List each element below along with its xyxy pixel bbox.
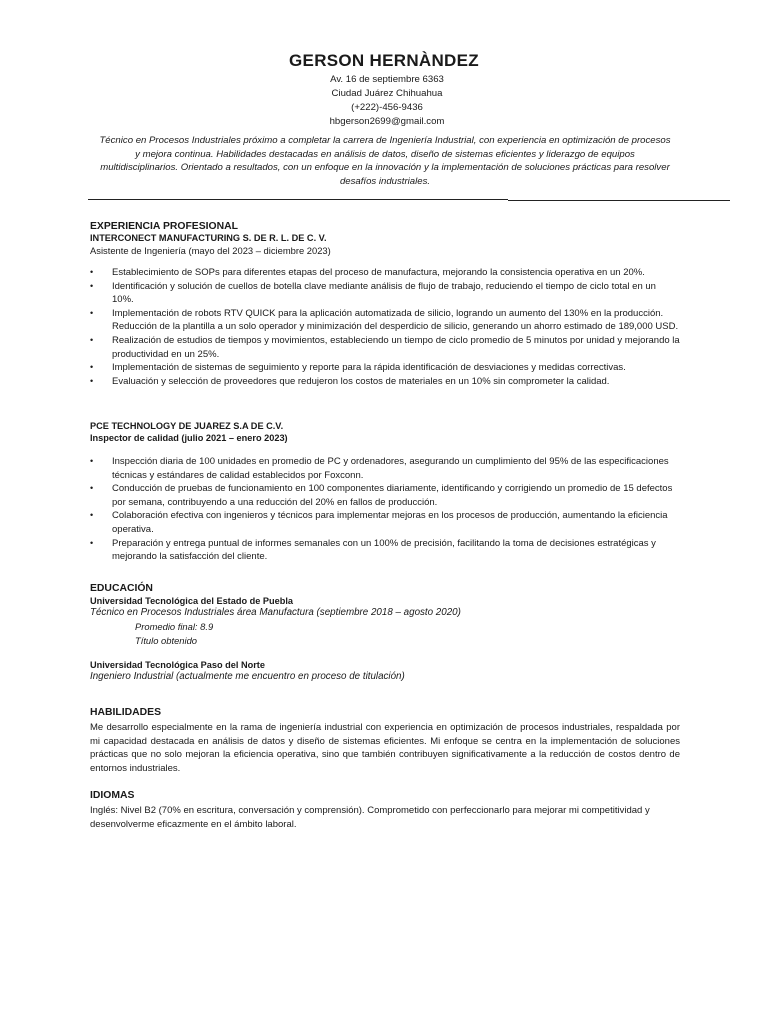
school-name: Universidad Tecnológica del Estado de Puebla <box>90 596 294 606</box>
job-company: INTERCONECT MANUFACTURING S. DE R. L. DE C. V. <box>90 233 327 243</box>
job-role: Inspector de calidad (julio 2021 – enero 2023) <box>90 433 288 443</box>
list-item: • Implementación de robots RTV QUICK para la aplicación automatizada de silicio, logrando un aumento del 130% en la producción. Reducción de la plantilla a un solo operador y minimización del desperdicio de silicio, generando un ahorro estimado de 189,000 USD. <box>90 307 680 334</box>
skills-text: Me desarrollo especialmente en la rama de ingeniería industrial con experiencia en optimización de procesos industriales, respaldada por mi capacidad destacada en análisis de datos y diseño de sistemas eficientes. Mi enfoque se centra en la implementación de soluciones prácticas que no solo mejoran la eficiencia operativa, sino que también contribuyen significativamente a la reducción de costos dentro de entornos industriales. <box>90 722 680 774</box>
school-status: Título obtenido <box>135 635 198 646</box>
phone-number: (+222)-456-9436 <box>351 102 423 113</box>
list-item: • Preparación y entrega puntual de informes semanales con un 100% de precisión, facilitando la toma de decisiones estratégicas y mejorando la satisfacción del cliente. <box>90 537 680 564</box>
languages-text: Inglés: Nivel B2 (70% en escritura, conversación y comprensión). Comprometido con perfeccionarlo para mejorar mi competitividad y desenvolverme eficazmente en el ámbito laboral. <box>90 805 650 830</box>
list-item: • Conducción de pruebas de funcionamiento en 100 componentes diariamente, identificando y corrigiendo un promedio de 15 defectos por semana, contribuyendo a una reducción del 20% en fallos de producción. <box>90 482 680 509</box>
list-item: • Implementación de sistemas de seguimiento y reporte para la rápida identificación de desviaciones y medidas correctivas. <box>90 361 680 375</box>
experience-title: EXPERIENCIA PROFESIONAL <box>90 221 238 232</box>
languages-section <box>90 790 680 831</box>
list-item: • Establecimiento de SOPs para diferentes etapas del proceso de manufactura, mejorando la consistencia operativa en un 20%. <box>90 266 680 280</box>
school-degree-2: Ingeniero Industrial (actualmente me encuentro en proceso de titulación) <box>90 671 405 682</box>
skills-title: HABILIDADES <box>90 707 162 718</box>
header-divider-left <box>88 199 508 200</box>
school-name-2: Universidad Tecnológica Paso del Norte <box>90 660 265 670</box>
experience-section <box>90 221 680 388</box>
list-item: • Colaboración efectiva con ingenieros y técnicos para implementar mejoras en los procesos de producción, aumentando la eficiencia operativa. <box>90 509 680 536</box>
skills-section <box>90 707 680 775</box>
experience-job-2 <box>90 421 680 564</box>
contact-info <box>0 73 768 129</box>
list-item: • Identificación y solución de cuellos de botella clave mediante análisis de flujo de trabajo, reduciendo el tiempo de ciclo total en un 10%. <box>90 280 680 307</box>
education-section <box>90 583 680 684</box>
education-title: EDUCACIÓN <box>90 583 153 594</box>
job-bullets <box>90 455 680 564</box>
job-role: Asistente de Ingeniería (mayo del 2023 – diciembre 2023) <box>90 245 331 256</box>
languages-title: IDIOMAS <box>90 790 135 801</box>
candidate-name: GERSON HERNÀNDEZ <box>289 51 479 70</box>
list-item: • Evaluación y selección de proveedores que redujeron los costos de materiales en un 10% sin comprometer la calidad. <box>90 375 680 389</box>
header-divider-right <box>508 200 730 201</box>
professional-summary: Técnico en Procesos Industriales próximo a completar la carrera de Ingeniería Industrial, con experiencia en optimización de procesos y mejora continua. Habilidades destacadas en análisis de datos, diseño de sistemas eficientes y liderazgo de equipos multidisciplinarios. Orientado a resultados, con un enfoque en la innovación y la implementación de soluciones prácticas para resolver desafíos industriales. <box>99 135 671 187</box>
school-degree: Técnico en Procesos Industriales área Manufactura (septiembre 2018 – agosto 2020) <box>90 607 461 618</box>
address-line-2: Ciudad Juárez Chihuahua <box>331 88 443 99</box>
job-bullets <box>90 266 680 388</box>
address-line-1: Av. 16 de septiembre 6363 <box>330 74 444 85</box>
school-gpa: Promedio final: 8.9 <box>135 621 214 632</box>
list-item: • Inspección diaria de 100 unidades en promedio de PC y ordenadores, asegurando un cumplimiento del 95% de las especificaciones técnicas y estándares de calidad establecidos por Foxconn. <box>90 455 680 482</box>
job-company: PCE TECHNOLOGY DE JUAREZ S.A DE C.V. <box>90 421 284 431</box>
email-address: hbgerson2699@gmail.com <box>329 116 445 127</box>
list-item: • Realización de estudios de tiempos y movimientos, estableciendo un tiempo de ciclo promedio de 5 minutos por unidad y mejorando la productividad en un 25%. <box>90 334 680 361</box>
